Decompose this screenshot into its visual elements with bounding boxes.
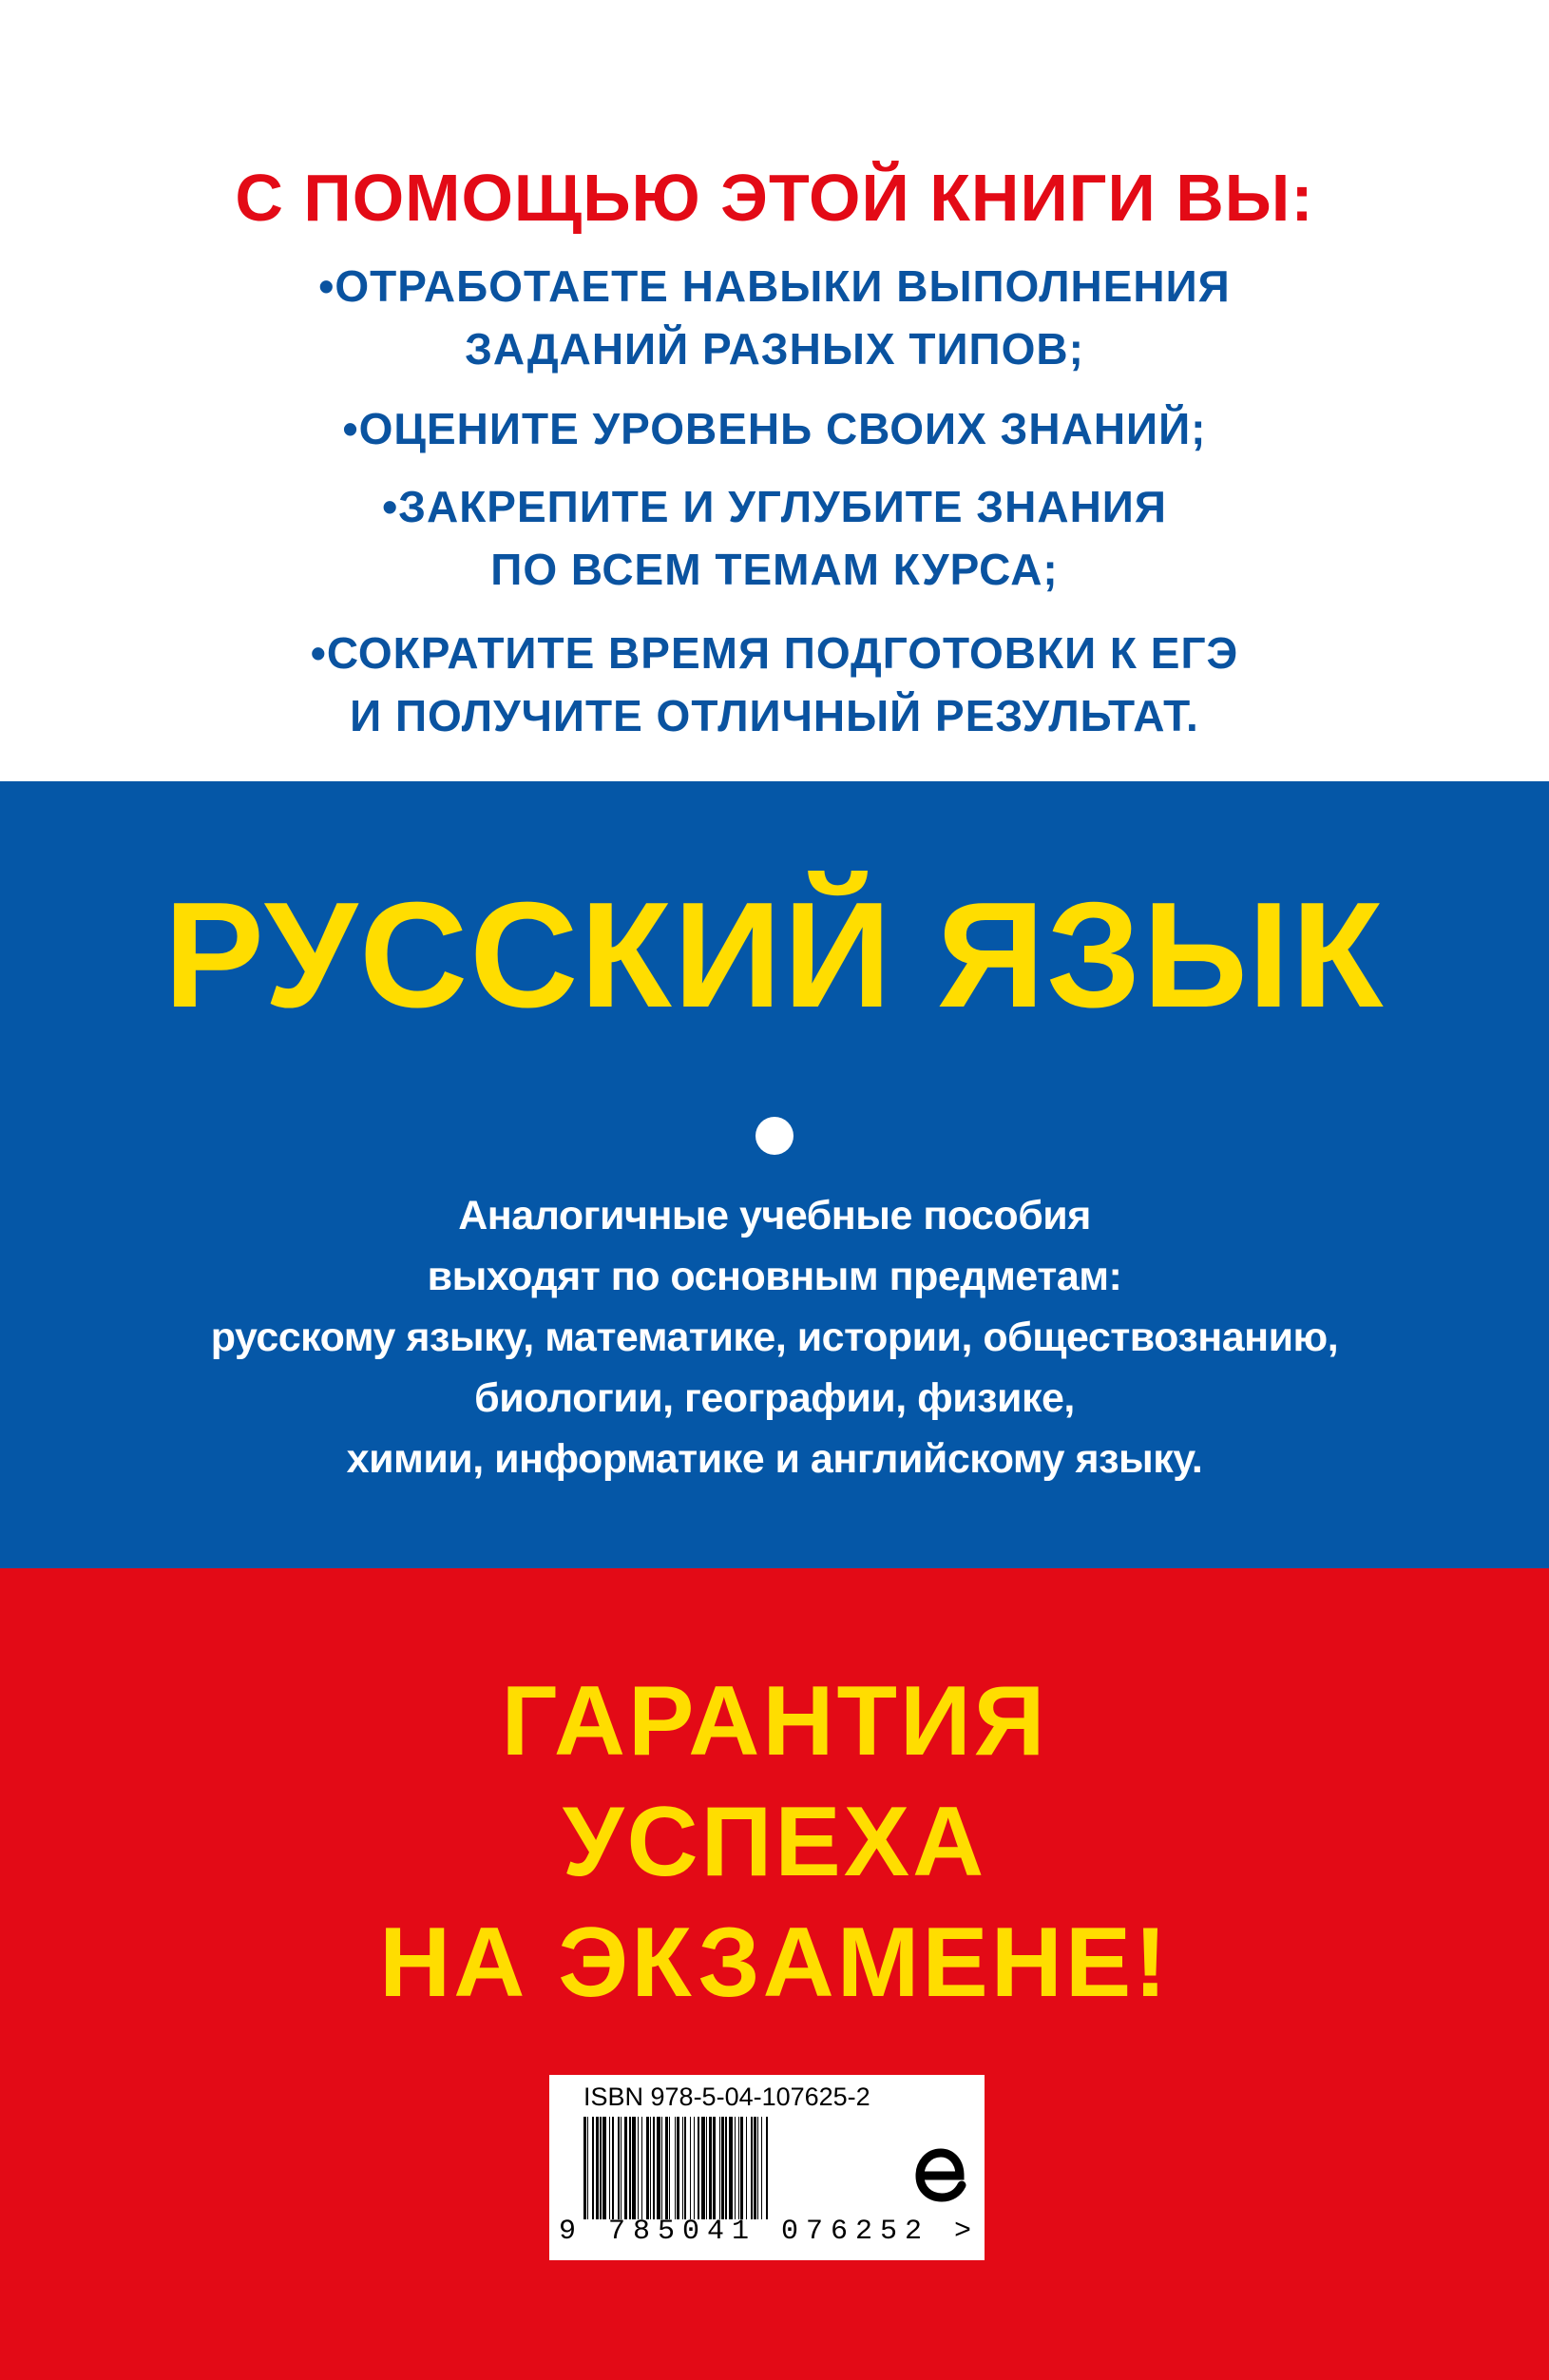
benefit-line: •ОТРАБОТАЕТЕ НАВЫКИ ВЫПОЛНЕНИЯ [318, 261, 1231, 311]
benefit-line: •ОЦЕНИТЕ УРОВЕНЬ СВОИХ ЗНАНИЙ; [342, 404, 1207, 453]
benefit-item [0, 622, 1549, 747]
benefit-line: •ЗАКРЕПИТЕ И УГЛУБИТЕ ЗНАНИЯ [382, 482, 1167, 531]
subject-title: РУССКИЙ ЯЗЫК [163, 872, 1386, 1039]
slogan-line: ГАРАНТИЯ [501, 1666, 1048, 1776]
benefit-item [0, 475, 1549, 601]
note-line: биологии, географии, физике, [474, 1375, 1075, 1421]
benefit-line: ЗАДАНИЙ РАЗНЫХ ТИПОВ; [465, 324, 1084, 374]
note-line: русскому языку, математике, истории, обществознанию, [210, 1315, 1339, 1360]
note-line: Аналогичные учебные пособия [458, 1193, 1091, 1238]
benefit-item [0, 255, 1549, 380]
slogan-line: УСПЕХА [562, 1787, 987, 1897]
guarantee-slogan [0, 1661, 1549, 2024]
benefit-item [0, 397, 1549, 460]
note-line: химии, информатике и английскому языку. [346, 1436, 1203, 1482]
barcode-bars [583, 2117, 922, 2219]
benefit-line: •СОКРАТИТЕ ВРЕМЯ ПОДГОТОВКИ К ЕГЭ [310, 628, 1239, 678]
note-line: выходят по основным предметам: [427, 1254, 1122, 1299]
barcode-stripe [768, 2117, 771, 2219]
bullet-dot-icon [755, 1117, 794, 1155]
isbn-barcode-panel [549, 2075, 985, 2260]
benefit-line: И ПОЛУЧИТЕ ОТЛИЧНЫЙ РЕЗУЛЬТАТ. [350, 691, 1199, 740]
intro-headline: С ПОМОЩЬЮ ЭТОЙ КНИГИ ВЫ: [235, 161, 1314, 235]
eksmo-e-logo-icon [908, 2141, 975, 2208]
ean-digits: 9 785041 076252 > [559, 2216, 980, 2248]
similar-books-note [0, 1185, 1549, 1489]
slogan-line: НА ЭКЗАМЕНЕ! [379, 1908, 1170, 2018]
benefit-line: ПО ВСЕМ ТЕМАМ КУРСА; [490, 545, 1059, 594]
isbn-number: ISBN 978-5-04-107625-2 [583, 2082, 870, 2111]
